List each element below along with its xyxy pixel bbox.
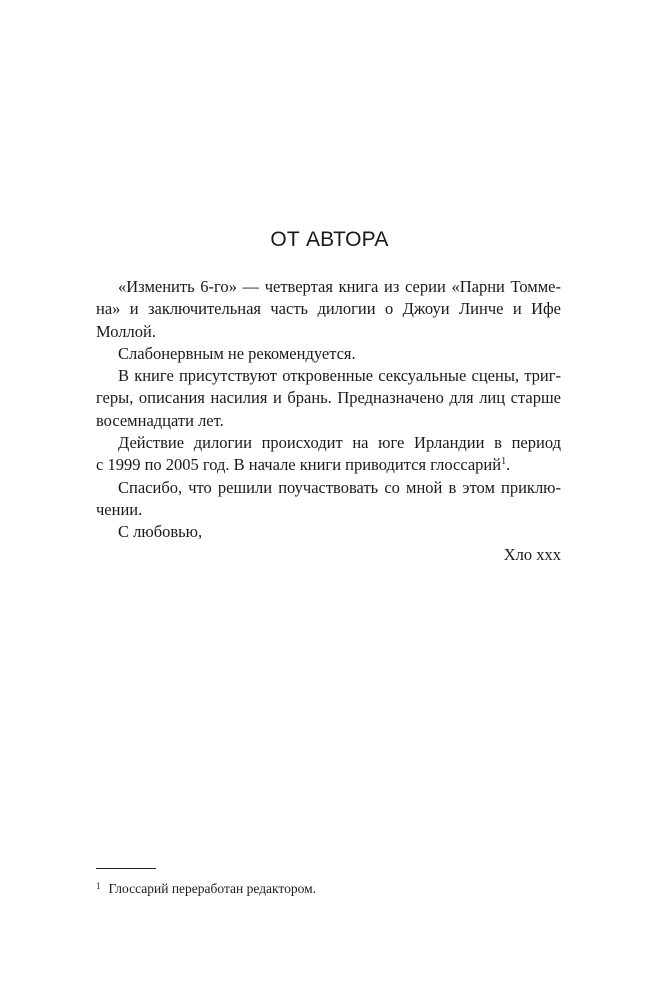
footnote-reference: 1: [501, 456, 507, 468]
paragraph-line-text: с 1999 по 2005 год. В начале книги приводится глоссарий: [96, 455, 502, 475]
foreword-body: [96, 276, 561, 566]
signature: Хло xxx: [503, 544, 561, 564]
paragraph-line: С любовью,: [118, 522, 203, 542]
footnote-divider: [96, 868, 156, 869]
paragraph-line: на» и заключительная часть дилогии о Джоуи Линче и Ифе: [96, 299, 561, 319]
paragraph-line: Действие дилогии происходит на юге Ирландии в период: [118, 433, 561, 453]
paragraph-line: Слабонервным не рекомендуется.: [118, 343, 356, 363]
paragraph-line: [96, 454, 561, 476]
paragraph-line: «Изменить 6-го» — четвертая книга из серии «Парни Томме-: [118, 277, 561, 296]
paragraph-line: геры, описания насилия и брань. Предназначено для лиц старше: [96, 388, 561, 408]
footnote: [96, 877, 561, 898]
footnote-text: Глоссарий переработан редактором.: [108, 881, 317, 896]
paragraph-line: Спасибо, что решили поучаствовать со мной в этом приклю-: [118, 477, 561, 497]
paragraph-line: чении.: [96, 499, 143, 519]
page-title: ОТ АВТОРА: [270, 228, 389, 251]
footnote-number: 1: [96, 881, 101, 891]
paragraph-line: В книге присутствуют откровенные сексуальные сцены, триг-: [118, 366, 561, 386]
paragraph-line: Моллой.: [96, 321, 156, 341]
paragraph-line-period: .: [506, 455, 511, 475]
paragraph-line: восемнадцати лет.: [96, 410, 224, 430]
